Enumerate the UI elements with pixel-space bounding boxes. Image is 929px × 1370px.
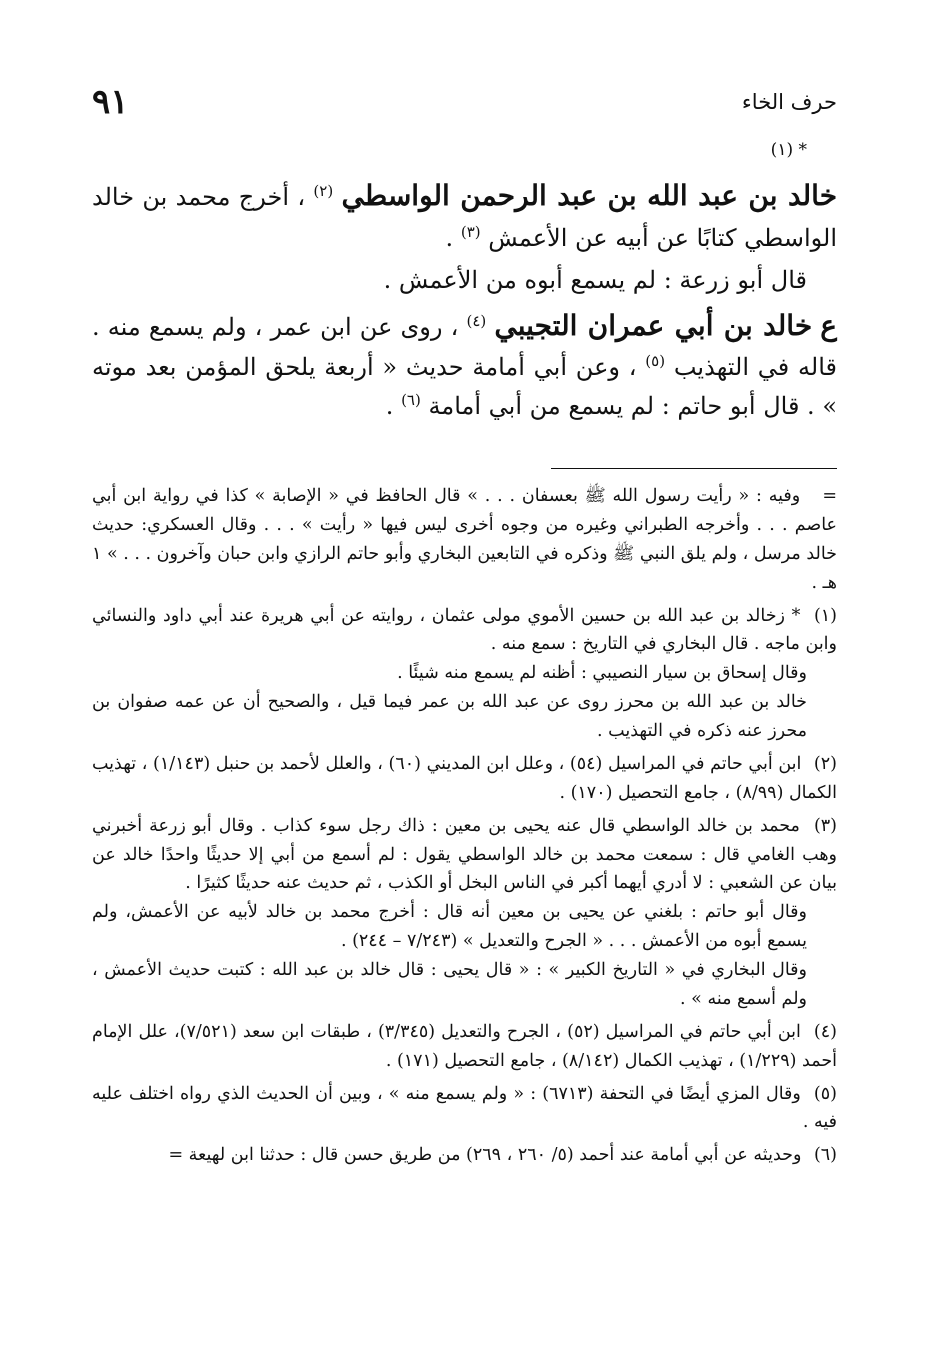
footnote-3 (92, 812, 837, 1014)
footnote-continued (92, 482, 837, 598)
footnote-text: محمد بن خالد الواسطي قال عنه يحيى بن معين : ذاك رجل سوء كذاب . وقال أبو زرعة أخبرني وهب الغامي قال : سمعت محمد بن خالد الواسطي يقول : لم أسمع من أبي إلا حديثًا واحدًا خالد عن بيان عن الشعبي : لا أدري أيهما أكبر في الناس البخل أو الكذب ، ثم حديث عنه حديثًا كثيرًا . (92, 815, 837, 894)
entry-text: ، وعن أبي أمامة حديث « أربعة يلحق المؤمن بعد موته » . قال أبو حاتم : لم يسمع من أبي أمامة (92, 353, 837, 420)
entry-end: . (385, 391, 394, 420)
footnote-number: (٥) (813, 1083, 837, 1104)
footnote-number: (٦) (813, 1145, 837, 1166)
entry-name: خالد بن عبد الله بن عبد الرحمن الواسطي (341, 179, 838, 212)
running-title: حرف الخاء (741, 90, 837, 114)
entry-marker: * (١) (770, 140, 807, 160)
footnotes (92, 482, 837, 1174)
footnote-1 (92, 602, 837, 746)
footnote-ref: (٥) (645, 352, 666, 371)
entry-khalid-tujibi (92, 304, 837, 426)
footnote-number: (٢) (813, 753, 837, 774)
entry-text: ، روى عن ابن عمر ، ولم يسمع منه . قاله في التهذيب (92, 312, 837, 382)
entry-prefix: ع (820, 308, 837, 342)
footnote-number: (٣) (813, 815, 837, 836)
page-number: ٩١ (92, 82, 129, 122)
footnote-number: (٤) (813, 1021, 837, 1042)
footnote-text: وفيه : « رأيت رسول الله ﷺ بعسفان . . . » قال الحافظ في « الإصابة » كذا في رواية ابن أبي عاصم . . . وأخرجه الطبراني وغيره من وجوه أخرى ليس فيها « رأيت » . . . وقال العسكري: حديث خالد مرسل ، ولم يلق النبي ﷺ وذكره في التابعين البخاري وأبو حاتم الرازي وابن حبان وآخرون . . . » ١ هـ . (91, 486, 837, 593)
entry-khalid-wasiti (92, 174, 837, 257)
footnote-ref: (٢) (313, 182, 334, 200)
footnote-number: (١) (813, 605, 837, 626)
entry-name: خالد بن أبي عمران التجيبي (494, 308, 813, 342)
entry-text: ، أخرج محمد بن خالد الواسطي كتابًا عن أبيه عن الأعمش (92, 183, 837, 252)
footnote-ref: (٣) (460, 222, 481, 241)
footnote-text: ابن أبي حاتم في المراسيل (٥٢) ، الجرح والتعديل (٣/٣٤٥) ، طبقات ابن سعد (٧/٥٢١)، علل الإمام أحمد (١/٢٢٩) ، تهذيب الكمال (٨/١٤٢) ، جامع التحصيل (١٧١) . (92, 1021, 837, 1071)
main-text (92, 140, 837, 429)
footnote-4 (92, 1018, 837, 1076)
footnote-ref: (٤) (466, 311, 487, 330)
footnote-continuation: خالد بن عبد الله بن محرز روى عن عبد الله بن عمر فيما قيل ، والصحيح أن عن عمه صفوان بن محرز عنه ذكره في التهذيب . (92, 692, 807, 741)
footnote-continuation: وقال أبو حاتم : بلغني عن يحيى بن معين أنه قال : أخرج محمد بن خالد لأبيه عن الأعمش، ولم يسمع أبوه من الأعمش . . . « الجرح والتعديل » (٧/٢٤٣ – ٢٤٤) . (92, 902, 807, 952)
footnote-divider (551, 468, 837, 469)
footnote-text: * زخالد بن عبد الله بن حسين الأموي مولى عثمان ، روايته عن أبي هريرة عند أبي داود والنسائي وابن ماجه . قال البخاري في التاريخ : سمع منه . (92, 605, 837, 655)
footnote-6 (92, 1141, 837, 1170)
footnote-ref: (٦) (401, 390, 421, 409)
footnote-text: وقال المزي أيضًا في التحفة (٦٧١٣) : « ولم يسمع منه » ، وبين أن الحديث الذي رواه اختلف عليه فيه . (92, 1083, 837, 1133)
footnote-text: وحديثه عن أبي أمامة عند أحمد (٥/ ٢٦٠ ، ٢٦٩) من طريق حسن قال : حدثنا ابن لهيعة = (168, 1145, 802, 1166)
entry-end: . (445, 223, 454, 252)
footnote-text: ابن أبي حاتم في المراسيل (٥٤) ، وعلل ابن المديني (٦٠) ، والعلل لأحمد بن حنبل (١/١٤٣) ، تهذيب الكمال (٨/٩٩) ، جامع التحصيل (١٧٠) . (92, 753, 837, 803)
entry-quote: قال أبو زرعة : لم يسمع أبوه من الأعمش . (383, 266, 807, 295)
footnote-5 (92, 1080, 837, 1138)
footnote-number: = (822, 486, 837, 506)
footnote-continuation: وقال إسحاق بن سيار النصيبي : أظنه لم يسمع منه شيئًا . (397, 663, 807, 684)
footnote-2 (92, 750, 837, 808)
footnote-continuation: وقال البخاري في « التاريخ الكبير » : « قال يحيى : قال خالد بن عبد الله : كتبت حديث الأعمش ، ولم أسمع منه » . (92, 960, 807, 1009)
